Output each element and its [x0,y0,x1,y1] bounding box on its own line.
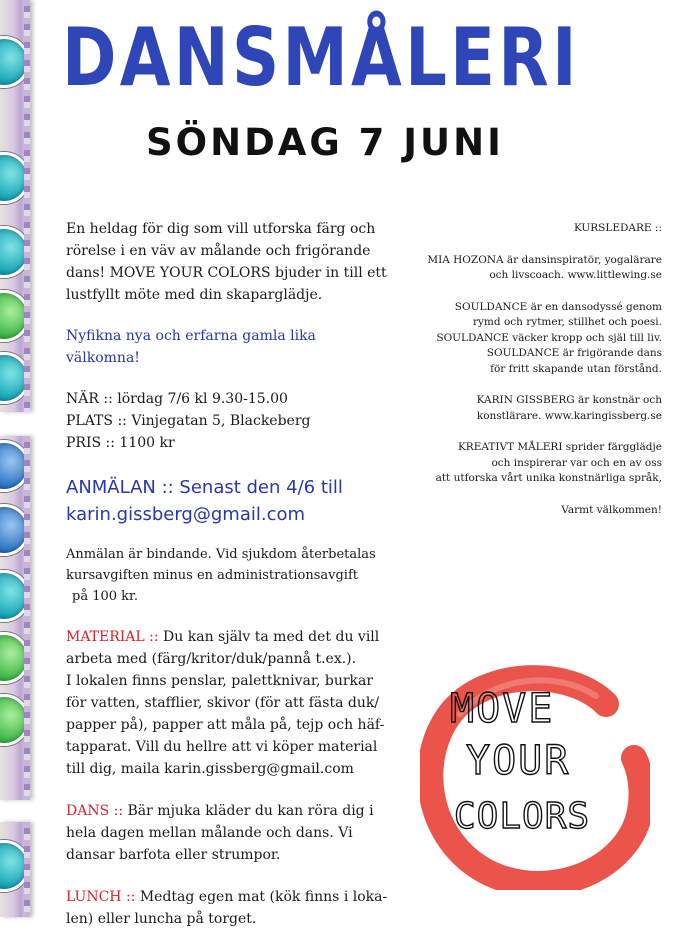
logo-word-your: YOUR [466,738,571,784]
logo-word-move: MOVE [450,686,555,732]
signup-email[interactable]: karin.gissberg@gmail.com [66,504,306,525]
lunch-label: LUNCH :: [66,889,136,905]
sidebar-closing: Varmt välkommen! [561,503,662,516]
paint-dot [0,352,30,404]
paint-dot [0,36,30,88]
event-date: SÖNDAG 7 JUNI [146,121,504,164]
page-title: DANSMÅLERI [62,11,580,104]
sidebar-kreativt: KREATIVT MÅLERI sprider färgglädje och inspirerar var och en av oss att utforska vårt unika konstnärliga språk, [435,441,662,484]
info-price: PRIS :: 1100 kr [66,435,175,451]
signup-heading: ANMÄLAN :: Senast den 4/6 till karin.gissberg@gmail.com [66,477,343,525]
paint-dot [0,632,30,684]
paint-dot [0,226,30,278]
sidebar-mia: MIA HOZONA är dansinspiratör, yogalärare och livscoach. www.littlewing.se [427,253,662,281]
paint-dot [0,290,30,342]
welcome-text: Nyfikna nya och erfarna gamla lika välkomna! [66,328,316,366]
sidebar-course-leaders [424,221,662,518]
intro-text: En heldag för dig som vill utforska färg och rörelse i en väv av målande och frigörande dans! MOVE YOUR COLORS bjuder in till ett lustfyllt möte med din skaparglädje. [66,221,387,303]
sidebar-heading: KURSLEDARE :: [573,222,662,234]
paint-dot [0,440,30,492]
paint-dot [0,840,30,892]
sidebar-souldance: SOULDANCE är en dansodyssé genom rymd och rytmer, stillhet och poesi. SOULDANCE väcker kropp och själ till liv. SOULDANCE är frigörande dans för fritt skapande utan förstånd. [436,300,662,375]
logo-word-colors: COLORS [454,796,591,837]
event-info [66,388,392,454]
material-section: MATERIAL :: Du kan själv ta med det du vill arbeta med (färg/kritor/duk/pannå t.ex.). I lokalen finns penslar, palettknivar, burkar för vatten, stafflier, skivor (för att fästa duk/ papper på), papper att måla på, tejp och häf- tapparat. Vill du hellre att vi köper material till dig, maila karin.gissberg@gmail.com [66,629,385,777]
material-label: MATERIAL :: [66,629,159,645]
paint-dot [0,504,30,556]
sidebar-karin: KARIN GISSBERG är konstnär och konstlärare. www.karingissberg.se [476,394,662,422]
palette-strip-bottom [0,822,30,917]
palette-strip-top [0,0,30,412]
paint-dot [0,152,30,204]
paint-dot [0,570,30,622]
info-when: NÄR :: lördag 7/6 kl 9.30-15.00 [66,391,288,407]
dans-section: DANS :: Bär mjuka kläder du kan röra dig i hela dagen mellan målande och dans. Vi dansar barfota eller strumpor. [66,803,374,863]
paint-dot [0,694,30,746]
binding-note: Anmälan är bindande. Vid sjukdom återbetalas kursavgiften minus en administrationsavgift på 100 kr. [66,547,376,604]
lunch-section: LUNCH :: Medtag egen mat (kök finns i loka- len) eller luncha på torget. [66,889,388,927]
main-column [66,218,392,930]
info-place: PLATS :: Vinjegatan 5, Blackeberg [66,413,311,429]
palette-strip-middle [0,436,30,800]
dans-label: DANS :: [66,803,124,819]
move-your-colors-logo [420,662,650,890]
